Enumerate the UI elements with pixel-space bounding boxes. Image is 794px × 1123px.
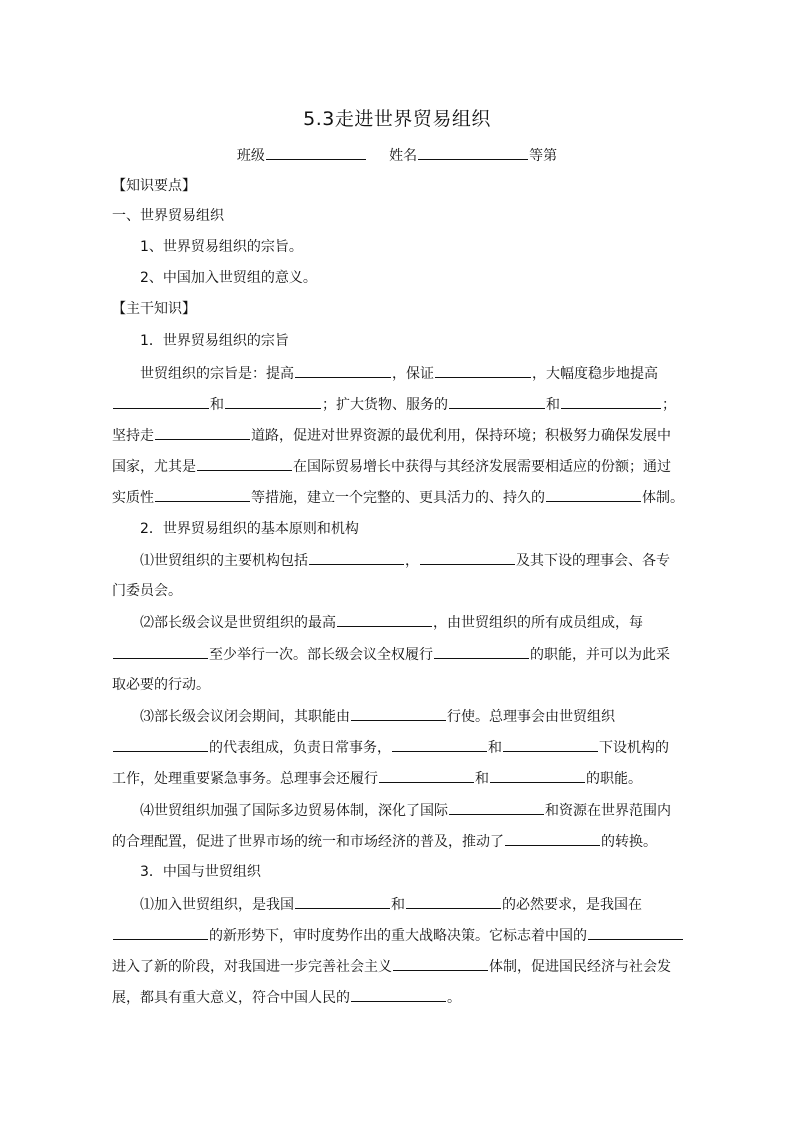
text-segment: ，大幅度稳步地提高 (532, 366, 658, 382)
text-segment: 。 (447, 990, 461, 1006)
subheading-2: 2．世界贸易组织的基本原则和机构 (140, 521, 359, 537)
paragraph-line (140, 550, 684, 571)
blank-field[interactable] (435, 363, 531, 378)
text-segment: 下设机构的 (599, 740, 669, 756)
blank-field[interactable] (505, 831, 600, 846)
paragraph-line (140, 800, 684, 821)
blank-field[interactable] (561, 394, 661, 409)
text-segment: ；扩大货物、服务的 (322, 397, 448, 413)
blank-field[interactable] (546, 487, 641, 502)
paragraph-line (112, 956, 684, 977)
blank-field[interactable] (155, 425, 250, 440)
blank-field[interactable] (434, 644, 529, 659)
paragraph-line (140, 706, 684, 727)
paragraph-line (112, 831, 684, 852)
subheading-1: 1．世界贸易组织的宗旨 (140, 333, 289, 349)
blank-field[interactable] (309, 550, 404, 565)
blank-field[interactable] (155, 487, 250, 502)
text-segment: 和 (488, 740, 502, 756)
grade-label: 等第 (529, 148, 558, 164)
blank-field[interactable] (295, 363, 391, 378)
text-segment: 和 (391, 897, 405, 913)
page-title: 5.3走进世界贸易组织 (303, 108, 491, 130)
text-segment: 至少举行一次。部长级会议全权履行 (209, 647, 433, 663)
blank-field[interactable] (588, 925, 683, 940)
paragraph-line (140, 894, 684, 915)
blank-field[interactable] (449, 800, 544, 815)
paragraph-line (112, 925, 684, 946)
section-heading-main-knowledge: 【主干知识】 (112, 301, 196, 317)
text-segment: 及其下设的理事会、各专 (516, 553, 670, 569)
paragraph-line (112, 737, 684, 758)
text-segment: 工作，处理重要紧急事务。总理事会还履行 (112, 771, 378, 787)
blank-field[interactable] (392, 737, 487, 752)
blank-field[interactable] (449, 394, 545, 409)
blank-field[interactable] (113, 644, 208, 659)
paragraph-line (112, 425, 684, 446)
paragraph-line (112, 487, 684, 508)
blank-field[interactable] (420, 550, 515, 565)
text-segment: 体制。 (642, 490, 684, 506)
blank-field[interactable] (351, 706, 446, 721)
paragraph-line: 取必要的行动。 (112, 677, 210, 693)
paragraph-line: 门委员会。 (112, 583, 182, 599)
text-segment: ，由世贸组织的所有成员组成，每 (433, 615, 643, 631)
paragraph-line (112, 394, 684, 415)
blank-field[interactable] (379, 768, 474, 783)
text-segment: 坚持走 (112, 428, 154, 444)
text-segment: ⑵部长级会议是世贸组织的最高 (140, 615, 336, 631)
blank-field[interactable] (337, 612, 432, 627)
blank-field[interactable] (406, 894, 501, 909)
text-segment: 的新形势下，审时度势作出的重大战略决策。它标志着中国的 (209, 928, 587, 944)
text-segment: 和 (546, 397, 560, 413)
blank-field[interactable] (503, 737, 598, 752)
text-segment: 的合理配置，促进了世界市场的统一和市场经济的普及，推动了 (112, 834, 504, 850)
text-segment: 世贸组织的宗旨是：提高 (140, 366, 294, 382)
text-segment: 的职能。 (586, 771, 642, 787)
name-label: 姓名 (389, 148, 418, 164)
paragraph-line (140, 363, 684, 384)
text-segment: 的转换。 (601, 834, 657, 850)
heading-wto: 一、世界贸易组织 (112, 208, 224, 224)
text-segment: 展，都具有重大意义，符合中国人民的 (112, 990, 350, 1006)
paragraph-line (140, 612, 684, 633)
paragraph-line (112, 456, 684, 477)
text-segment: 的必然要求，是我国在 (502, 897, 642, 913)
point-1: 1、世界贸易组织的宗旨。 (140, 239, 303, 255)
blank-field[interactable] (113, 394, 209, 409)
text-segment: 等措施，建立一个完整的、更具活力的、持久的 (251, 490, 545, 506)
text-segment: 实质性 (112, 490, 154, 506)
text-segment: ⑴世贸组织的主要机构包括 (140, 553, 308, 569)
text-segment: ，保证 (392, 366, 434, 382)
text-segment: 的代表组成，负责日常事务， (209, 740, 391, 756)
section-heading-key-points: 【知识要点】 (112, 178, 196, 194)
text-segment: 和 (475, 771, 489, 787)
text-segment: 和资源在世界范围内 (545, 803, 671, 819)
blank-field[interactable] (490, 768, 585, 783)
point-2: 2、中国加入世贸组的意义。 (140, 270, 317, 286)
name-field[interactable] (418, 145, 528, 160)
text-segment: 在国际贸易增长中获得与其经济发展需要相适应的份额；通过 (293, 459, 671, 475)
text-segment: ⑴加入世贸组织，是我国 (140, 897, 294, 913)
text-segment: ； (662, 397, 676, 413)
text-segment: ， (405, 553, 419, 569)
paragraph-line (112, 768, 684, 789)
blank-field[interactable] (113, 925, 208, 940)
text-segment: 体制，促进国民经济与社会发 (489, 959, 671, 975)
blank-field[interactable] (393, 956, 488, 971)
text-segment: 和 (210, 397, 224, 413)
blank-field[interactable] (225, 394, 321, 409)
class-field[interactable] (266, 145, 366, 160)
text-segment: ⑶部长级会议闭会期间，其职能由 (140, 709, 350, 725)
student-info-row (0, 145, 794, 165)
text-segment: 行使。总理事会由世贸组织 (447, 709, 615, 725)
text-segment: 进入了新的阶段，对我国进一步完善社会主义 (112, 959, 392, 975)
text-segment: 国家，尤其是 (112, 459, 196, 475)
blank-field[interactable] (295, 894, 390, 909)
blank-field[interactable] (197, 456, 292, 471)
blank-field[interactable] (351, 987, 446, 1002)
text-segment: 的职能，并可以为此采 (530, 647, 670, 663)
subheading-3: 3．中国与世贸组织 (140, 864, 261, 880)
text-segment: 道路，促进对世界资源的最优利用，保持环境；积极努力确保发展中 (251, 428, 671, 444)
paragraph-line (112, 644, 684, 665)
class-label: 班级 (236, 148, 265, 164)
paragraph-line (112, 987, 684, 1008)
text-segment: ⑷世贸组织加强了国际多边贸易体制，深化了国际 (140, 803, 448, 819)
blank-field[interactable] (113, 737, 208, 752)
